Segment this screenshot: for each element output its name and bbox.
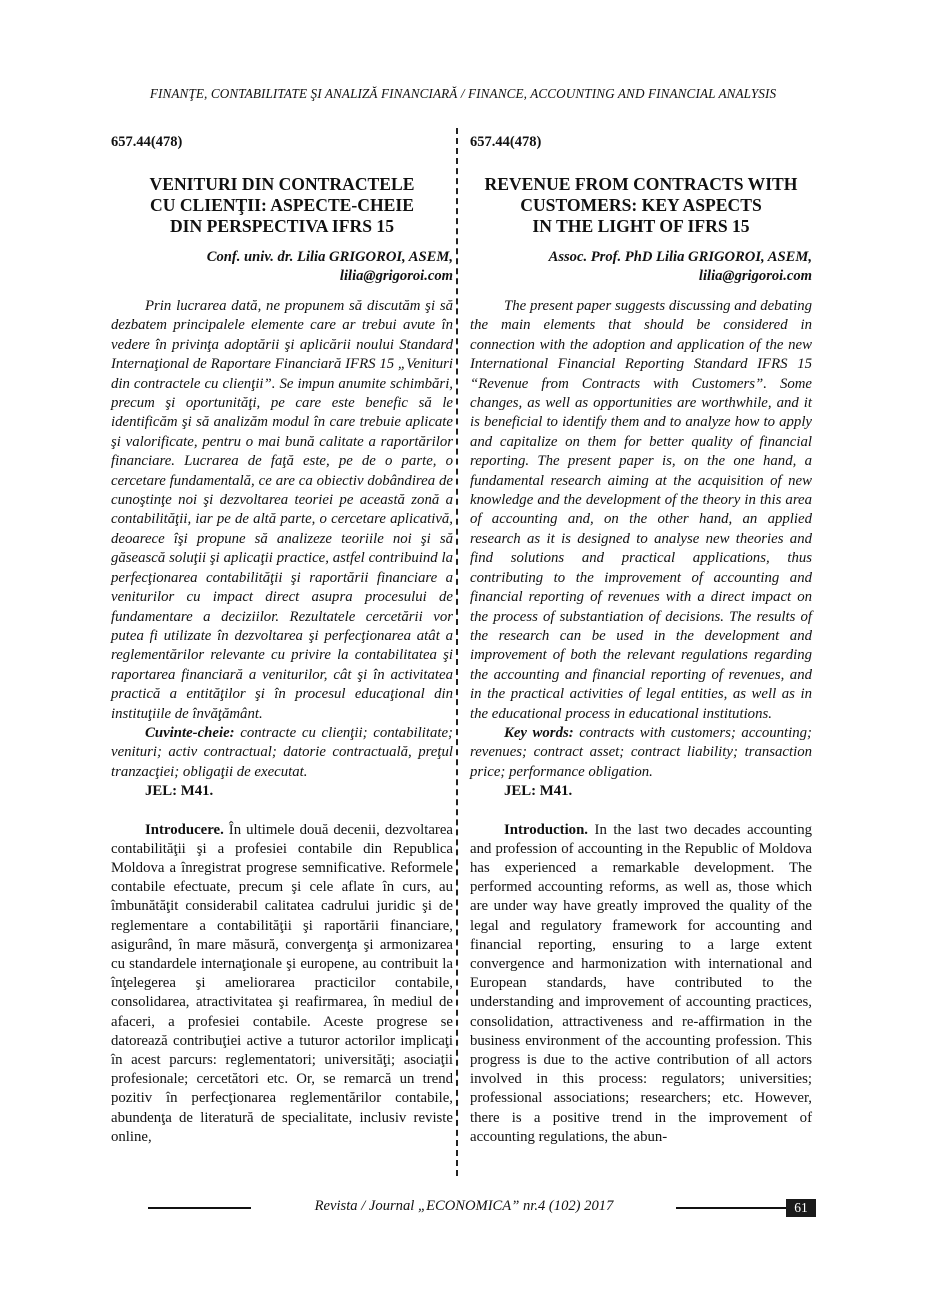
intro-label: Introducere. [145,821,224,838]
footer-rule-left [148,1207,251,1209]
left-column [111,134,453,1147]
author-name: Conf. univ. dr. Lilia GRIGOROI, ASEM, [206,249,453,265]
title-line: DIN PERSPECTIVA IFRS 15 [169,216,395,236]
abstract-ro [111,297,453,724]
keywords-en [470,724,812,782]
author-en [470,248,812,286]
author-name: Assoc. Prof. PhD Lilia GRIGOROI, ASEM, [548,249,812,265]
udc-code-en: 657.44(478) [470,134,542,150]
intro-text: In the last two decades accounting and profession of accounting in the Republic of Moldova has experienced a remarkable development. The performed accounting reforms, as well as, those which are under way have greatly improved the quality of the legal and regulatory framework for accounting and financial reporting, ensuring to a large extent convergence and harmonization with international and European standards, have contributed to the understanding and improvement of accounting practices, consolidation, attractiveness and re-affirmation in the business environment of the accounting profession. This progress is due to the active contribution of all actors involved in this process: regulators; universities; professional associations; researchers; etc. However, there is a positive trend in the improvement of accounting regulations, the abun- [470,821,812,1145]
page-number: 61 [786,1199,816,1217]
author-email: lilia@grigoroi.com [339,268,453,284]
intro-ro [111,821,453,1147]
page-footer [0,1198,926,1218]
title-line: CU CLIENŢII: ASPECTE-CHEIE [150,195,414,215]
udc-code-ro: 657.44(478) [111,134,183,150]
abstract-text: Prin lucrarea dată, ne propunem să discutăm şi să dezbatem principalele elemente care ar trebui avute în vedere în privinţa adoptării şi aplicării noului Standard Internaţional de Raportare Financiară IFRS 15 „Venituri din contractele cu clienţii”. Se impun anumite schimbări, precum şi oportunităţi, pe care este benefic să le identificăm şi să analizăm modul în care trebuie aplicate şi valorificate, pentru o mai bună calitate a raportărilor financiare. Lucrarea de faţă este, pe de o parte, o cercetare fundamentală, ce are ca obiectiv dobândirea de cunoştinţe noi şi dezvoltarea teoriei pe această zonă a contabilităţii, iar pe de altă parte, o cercetare aplicativă, deoarece îşi propune să analizeze teoriile noi şi să găsească soluţii şi aplicaţii practice, astfel contribuind la perfecţionarea contabilităţii şi raportării financiare a veniturilor cu impact direct asupra procesului de fundamentare a deciziilor. Rezultatele cercetării vor putea fi utilizate în dezvoltarea şi perfecţionarea atât a reglementărilor relevante cu privire la contabilitatea şi raportarea financiară a veniturilor, cât şi în activitatea practică a entităţilor şi în procesul educaţional din instituţiile de învăţământ. [111,298,453,722]
intro-paragraph [111,821,453,1147]
intro-text: În ultimele două decenii, dezvoltarea contabilităţii şi a profesiei contabile din Republica Moldova a înregistrat progrese semnificative. Reformele contabile efectuate, precum şi cele aflate în curs, au îmbunătăţit considerabil calitatea cadrului juridic şi de reglementare a contabilităţii şi raportării financiare, asigurând, în mare măsură, convergenţa şi armonizarea cu standardele internaţionale şi europene, au contribuit la înţelegerea şi ameliorarea practicilor contabile, consolidarea, atractivitatea şi reafirmarea, în mediul de afaceri, a profesiei contabile. Aceste progrese se datorează contribuţiei active a tuturor actorilor implicaţi în acest parcurs: reglementatori; universităţi; asociaţii profesionale; cercetători etc. Or, se remarcă un trend pozitiv în perfecţionarea reglementărilor contabile, abundenţa de literatură de specialitate, inclusiv reviste online, [111,821,453,1145]
title-en [470,174,812,237]
footer-rule-right [676,1207,786,1209]
right-column [470,134,812,1147]
title-line: VENITURI DIN CONTRACTELE [149,174,415,194]
title-ro [111,174,453,237]
author-ro [111,248,453,286]
column-divider [456,128,458,1176]
intro-en [470,821,812,1147]
keywords-label: Key words: [504,724,574,741]
intro-paragraph [470,821,812,1147]
author-email: lilia@grigoroi.com [698,268,812,284]
keywords-ro [111,724,453,782]
keywords-text: contracts with customers; accounting; revenues; contract asset; contract liability; transaction price; performance obligation. [470,724,812,780]
jel-en: JEL: M41. [504,783,573,800]
keywords-text: contracte cu clienţii; contabilitate; venituri; activ contractual; datorie contractuală, preţul tranzacţiei; obligaţii de executat. [111,724,453,780]
running-head: FINANŢE, CONTABILITATE ŞI ANALIZĂ FINANCIARĂ / FINANCE, ACCOUNTING AND FINANCIAL ANALYSIS [149,86,777,101]
title-line: REVENUE FROM CONTRACTS WITH [484,174,798,194]
abstract-en [470,297,812,724]
keywords-label: Cuvinte-cheie: [145,724,235,741]
journal-citation: Revista / Journal „ECONOMICA” nr.4 (102) 2017 [314,1198,614,1214]
abstract-text: The present paper suggests discussing and debating the main elements that should be considered in connection with the adoption and application of the new International Financial Reporting Standard IFRS 15 “Revenue from Contracts with Customers”. Some changes, as well as opportunities are worthwhile, and it is beneficial to identify them and to analyze how to apply and capitalize on them for better quality of financial reporting. The present paper is, on the one hand, a fundamental research aiming at the acquisition of new knowledge and the development of the theory in this area of accounting and, on the other hand, an applied research as it is designed to analyse new theories and find solutions and practical applications, thus contributing to the improvement of accounting and financial reporting of revenues with a direct impact on the process of substantiation of decisions. The results of the research can be used in the development and improvement of both the relevant regulations regarding the accounting and financial reporting of revenues, and in the practical activities of legal entities, as well as in the educational process in educational institutions. [470,298,812,722]
intro-label: Introduction. [504,821,589,838]
jel-ro: JEL: M41. [145,783,214,800]
title-line: IN THE LIGHT OF IFRS 15 [532,216,750,236]
title-line: CUSTOMERS: KEY ASPECTS [520,195,762,215]
